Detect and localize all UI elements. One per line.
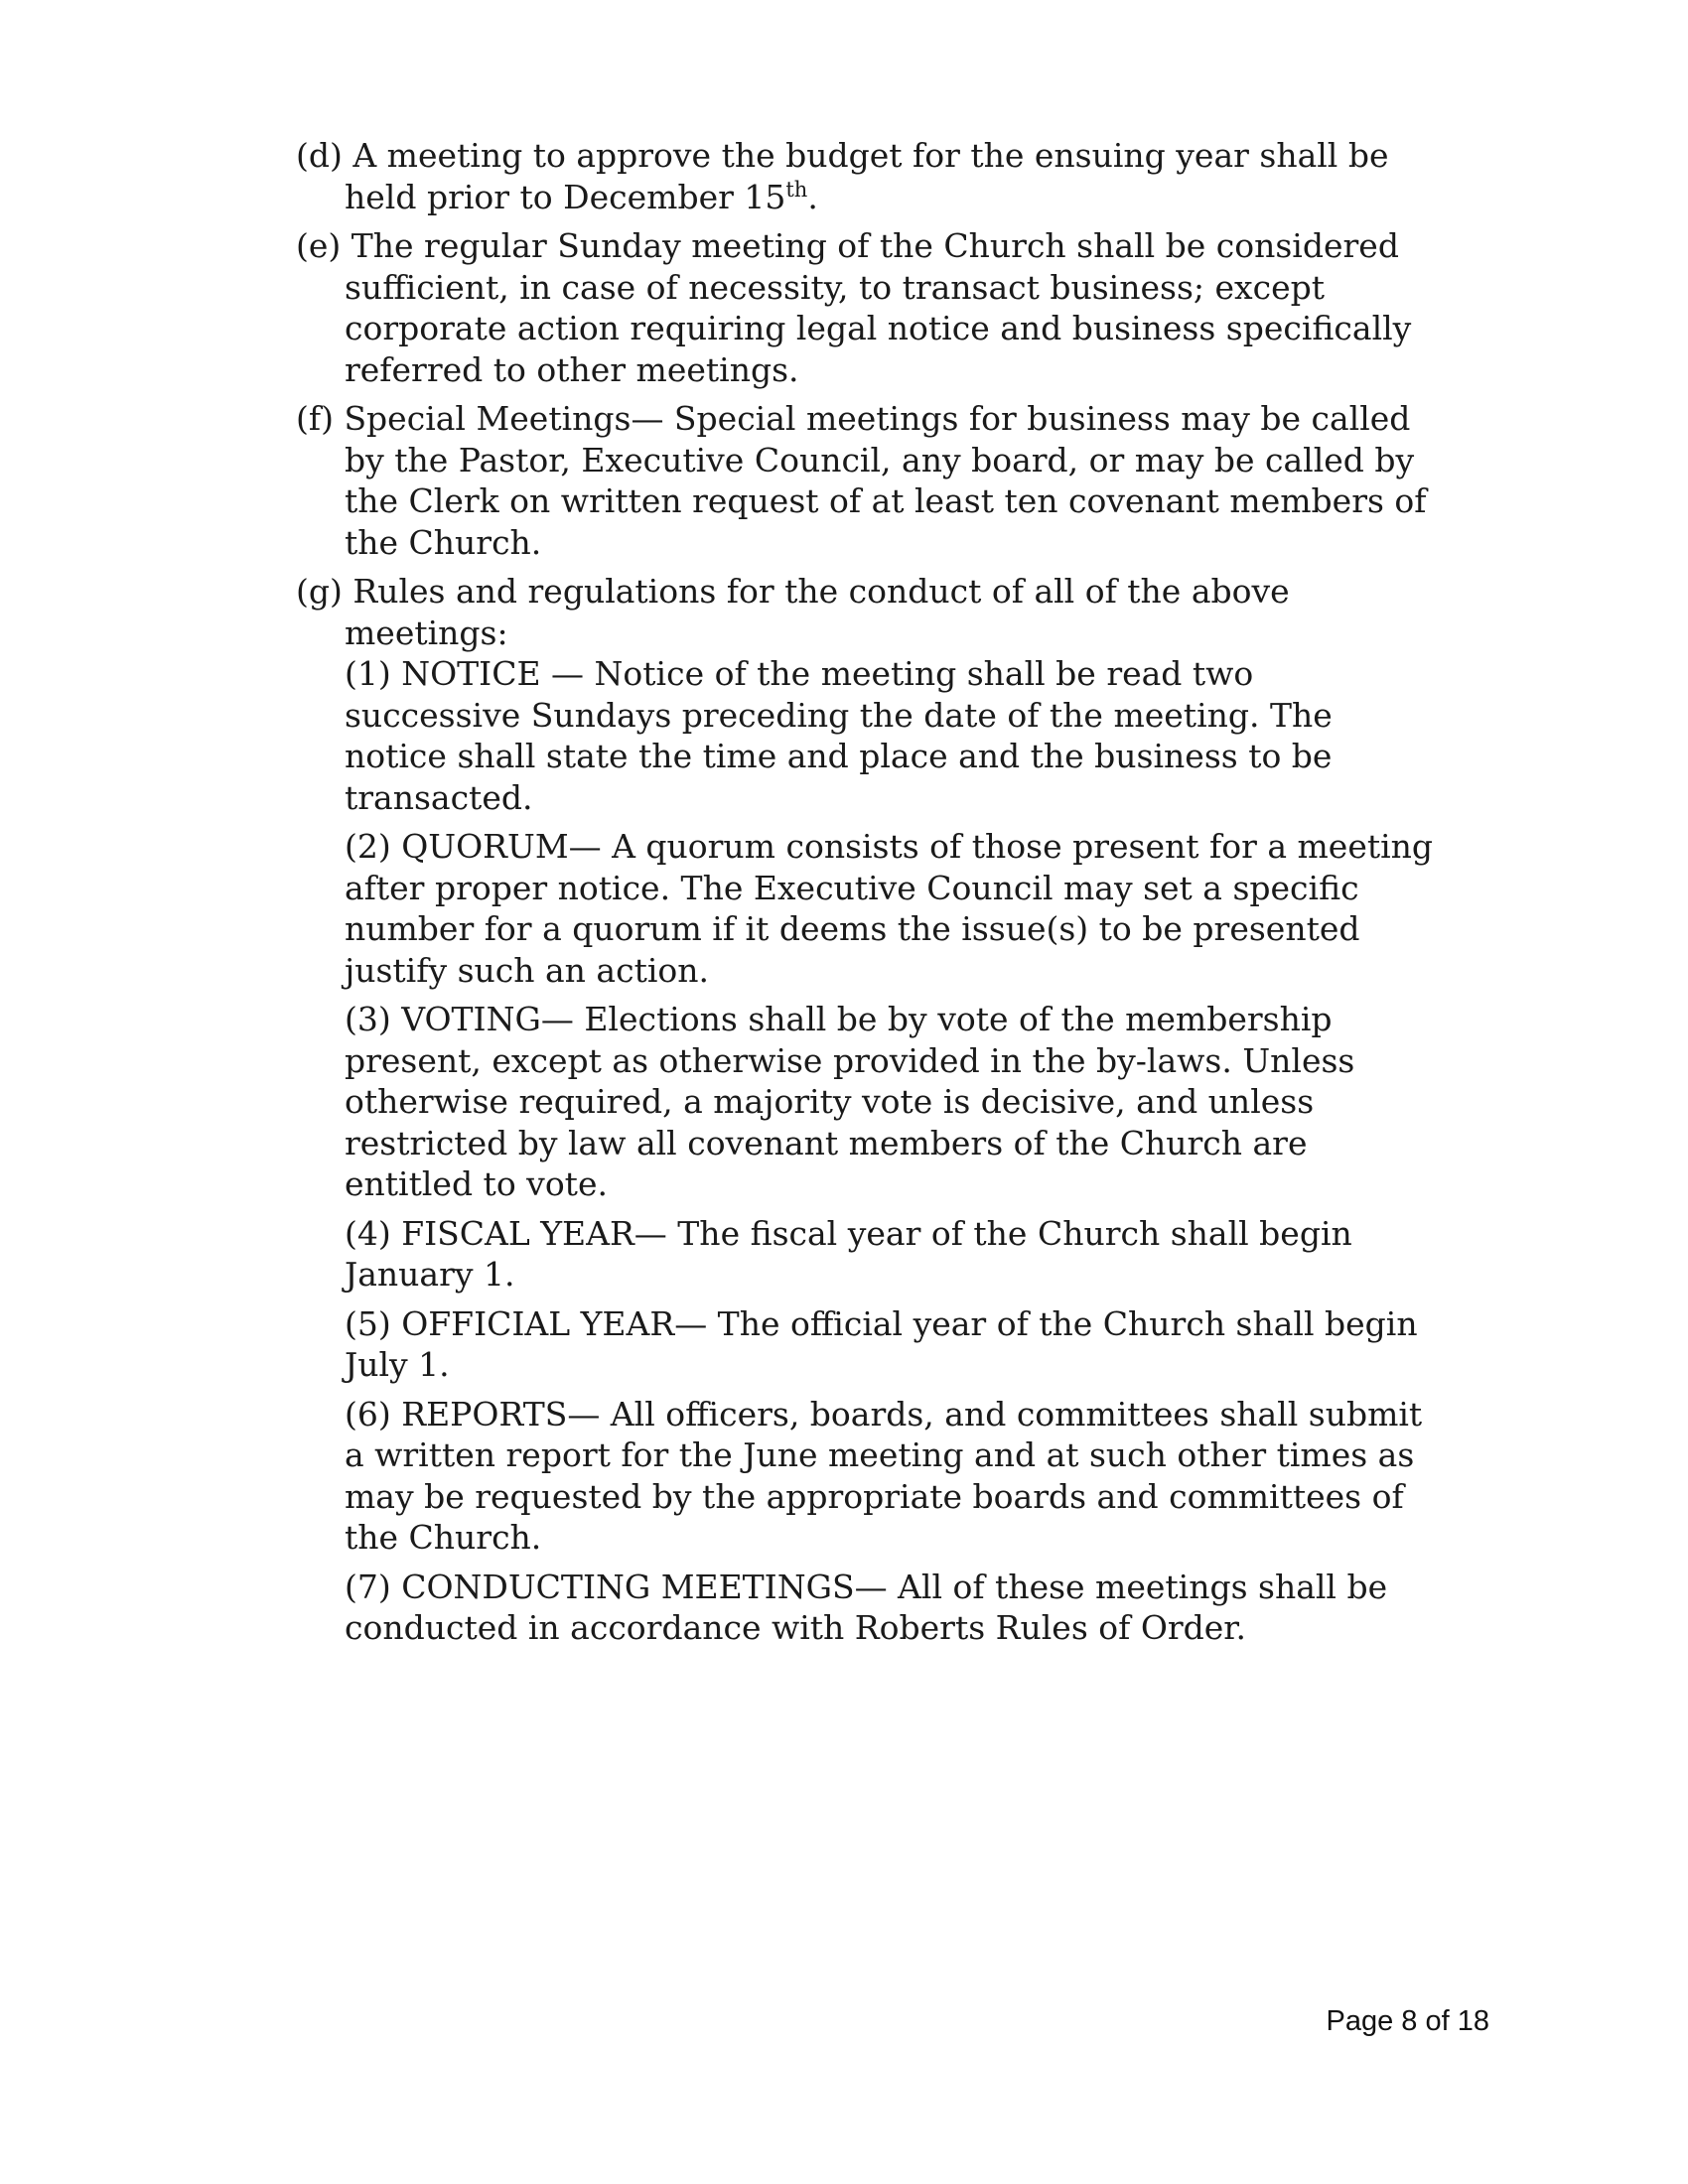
item-g-rules: (g) Rules and regulations for the conduct of all of the above meetings:: [296, 572, 1290, 652]
rule-quorum: (2) QUORUM— A quorum consists of those present for a meeting after proper notice. The Executive Council may set a specific number for a quorum if it deems the issue(s) to be presented justify such an action.: [345, 827, 1434, 990]
bylaws-section: [296, 135, 1438, 1657]
rule-fiscal-year: (4) FISCAL YEAR— The fiscal year of the Church shall begin January 1.: [345, 1213, 1352, 1294]
ordinal-suffix: th: [785, 177, 808, 202]
item-d-text: (d) A meeting to approve the budget for the ensuing year shall be held prior to December 15: [296, 136, 1389, 216]
item-e: (e) The regular Sunday meeting of the Church shall be considered sufficient, in case of necessity, to transact business; except corporate action requiring legal notice and business specifically referred to other meetings.: [296, 226, 1412, 389]
rule-official-year: (5) OFFICIAL YEAR— The official year of the Church shall begin July 1.: [345, 1303, 1418, 1384]
rule-voting: (3) VOTING— Elections shall be by vote of the membership present, except as otherwise provided in the by-laws. Unless otherwise required, a majority vote is decisive, and unless restricted by law all covenant members of the Church are entitled to vote.: [345, 1000, 1355, 1203]
rule-notice: (1) NOTICE — Notice of the meeting shall be read two successive Sundays preceding the date of the meeting. The notice shall state the time and place and the business to be transacted.: [345, 654, 1333, 817]
item-d-period: .: [807, 177, 818, 216]
item-f-special-meetings: (f) Special Meetings— Special meetings for business may be called by the Pastor, Executive Council, any board, or may be called by the Clerk on written request of at least ten covenant members of the Church.: [296, 399, 1427, 562]
page-number: Page 8 of 18: [1326, 2005, 1489, 2037]
rule-reports: (6) REPORTS— All officers, boards, and committees shall submit a written report for the June meeting and at such other times as may be requested by the appropriate boards and committees of the Church.: [345, 1394, 1423, 1557]
rule-conducting-meetings: (7) CONDUCTING MEETINGS— All of these meetings shall be conducted in accordance with Roberts Rules of Order.: [345, 1567, 1388, 1647]
item-d: [296, 135, 1438, 217]
